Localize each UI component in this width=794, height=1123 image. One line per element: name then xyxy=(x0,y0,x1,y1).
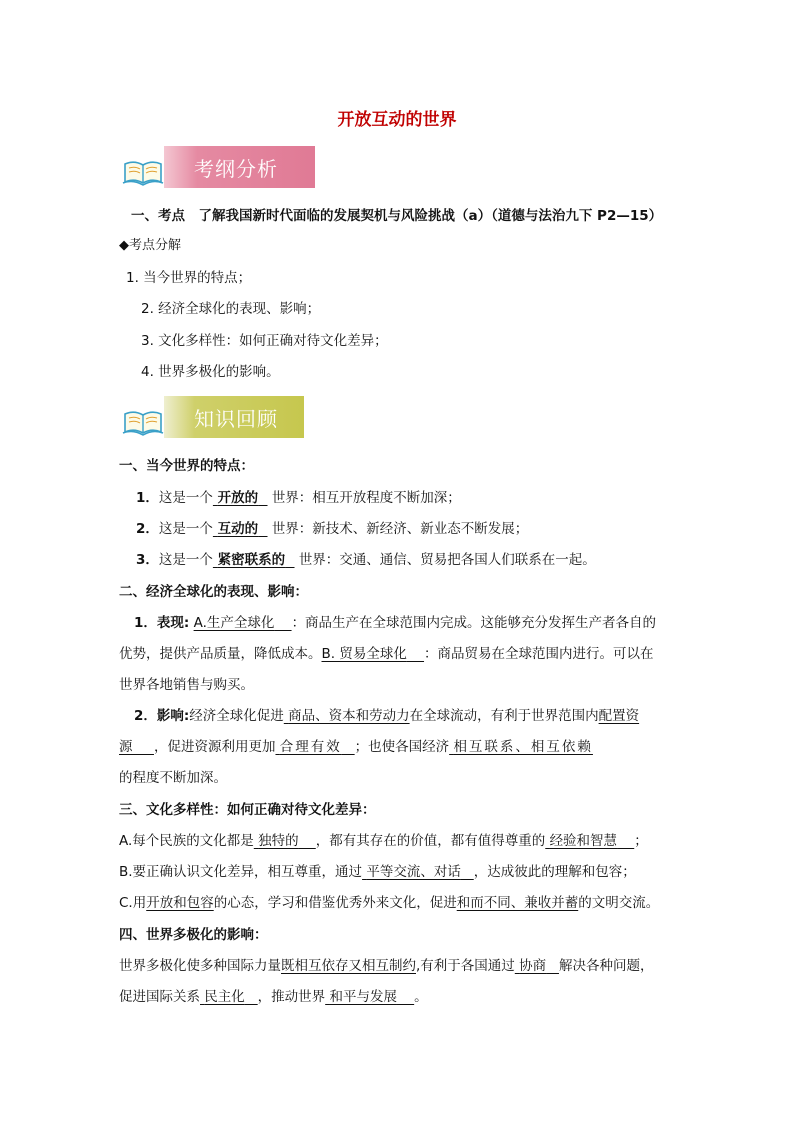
kaodian-heading: 一、考点 了解我国新时代面临的发展契机与风险挑战（a）（道德与法治九下 P2—15） xyxy=(131,208,663,224)
text: ，达成彼此的理解和包容； xyxy=(473,864,636,880)
text: 解决各种问题， xyxy=(558,958,654,974)
blank-answer: 商品、资本和劳动力 xyxy=(288,708,410,724)
blank-answer: 独特的 xyxy=(258,833,299,849)
text: 这是一个 xyxy=(158,490,213,506)
s2-p2-line-2 xyxy=(119,737,679,757)
fill-blank xyxy=(275,739,354,755)
text: C.用 xyxy=(119,895,147,911)
s2-p2-line-1 xyxy=(134,706,694,726)
s3-line-c xyxy=(119,893,679,913)
fill-blank xyxy=(254,833,316,849)
fill-blank xyxy=(119,739,154,755)
blank-answer: 开放和包容 xyxy=(146,895,214,911)
fill-blank xyxy=(213,552,295,568)
blank-answer: 合理有效 xyxy=(279,739,342,755)
text: 这是一个 xyxy=(158,552,213,568)
section1-heading: 一、当今世界的特点： xyxy=(119,458,254,474)
text: ，推动世界 xyxy=(257,989,326,1005)
text: 世界：交通、通信、贸易把各国人们联系在一起。 xyxy=(298,552,596,568)
text: 优势，提供产品质量，降低成本。 xyxy=(119,646,322,662)
s4-line-1 xyxy=(119,956,679,976)
s3-line-b xyxy=(119,862,679,882)
text: ：商品生产在全球范围内完成。这能够充分发挥生产者各自的 xyxy=(291,615,657,631)
s4-line-2 xyxy=(119,987,679,1007)
s2-p2-line-3: 的程度不断加深。 xyxy=(119,770,227,786)
blank-answer: 和而不同、兼收并蓄 xyxy=(456,895,579,911)
blank-answer: B. 贸易全球化 xyxy=(321,646,407,662)
blank-answer: 民主化 xyxy=(204,989,245,1005)
kaodian-item: 4. 世界多极化的影响。 xyxy=(141,364,280,380)
blank-answer: 源 xyxy=(119,739,133,755)
kaodian-item: 1. 当今世界的特点； xyxy=(126,270,252,286)
kaodian-fenjie-label: ◆考点分解 xyxy=(119,238,181,253)
banner-label: 考纲分析 xyxy=(164,146,315,188)
text: ，促进资源利用更加 xyxy=(153,739,276,755)
section-banner-kaogang xyxy=(120,146,315,190)
blank-answer: 相互联系、相互依赖 xyxy=(453,739,593,755)
s3-line-a xyxy=(119,831,679,851)
s1-line-2 xyxy=(136,519,696,539)
text: B.要正确认识文化差异，相互尊重，通过 xyxy=(119,864,363,880)
text: 。 xyxy=(414,989,428,1005)
blank-answer: 互动的 xyxy=(217,521,259,537)
item-number: 2． xyxy=(136,521,159,537)
fill-blank xyxy=(213,521,268,537)
fill-blank xyxy=(362,864,474,880)
text: 这是一个 xyxy=(158,521,213,537)
fill-blank xyxy=(322,646,425,662)
text: ：商品贸易在全球范围内进行。可以在 xyxy=(424,646,654,662)
blank-answer: 协商 xyxy=(519,958,547,974)
text: ，都有其存在的价值，都有值得尊重的 xyxy=(315,833,546,849)
fill-blank xyxy=(599,708,640,724)
item-label: 1．表现: xyxy=(134,615,190,631)
section2-heading: 二、经济全球化的表现、影响： xyxy=(119,584,308,600)
fill-blank xyxy=(281,958,416,974)
text: 的心态，学习和借鉴优秀外来文化，促进 xyxy=(213,895,457,911)
text: ,有利于各国通过 xyxy=(416,958,515,974)
fill-blank xyxy=(194,615,292,631)
text: ；也使各国经济 xyxy=(354,739,450,755)
page-title: 开放互动的世界 xyxy=(337,110,457,130)
fill-blank xyxy=(515,958,559,974)
open-book-icon xyxy=(122,406,164,436)
section4-heading: 四、世界多极化的影响： xyxy=(119,927,268,943)
open-book-icon xyxy=(122,156,164,186)
text: 经济全球化促进 xyxy=(189,708,284,724)
kaodian-item: 3. 文化多样性：如何正确对待文化差异； xyxy=(141,333,388,349)
section-banner-zhishi xyxy=(120,396,304,440)
s1-line-3 xyxy=(136,550,696,570)
text: A.每个民族的文化都是 xyxy=(119,833,254,849)
blank-answer: A.生产全球化 xyxy=(193,615,275,631)
text: ； xyxy=(634,833,648,849)
text: 世界：新技术、新经济、新业态不断发展； xyxy=(271,521,529,537)
fill-blank xyxy=(213,490,268,506)
text: 在全球流动，有利于世界范围内 xyxy=(409,708,599,724)
fill-blank xyxy=(325,989,414,1005)
text: 世界多极化使多种国际力量 xyxy=(119,958,281,974)
blank-answer: 和平与发展 xyxy=(329,989,397,1005)
s2-p1-line-3: 世界各地销售与购买。 xyxy=(119,677,254,693)
fill-blank xyxy=(284,708,410,724)
s2-p1-line-1 xyxy=(134,613,694,633)
fill-blank xyxy=(449,739,593,755)
text: 促进国际关系 xyxy=(119,989,200,1005)
section3-heading: 三、文化多样性：如何正确对待文化差异： xyxy=(119,802,376,818)
fill-blank xyxy=(200,989,258,1005)
blank-answer: 配置资 xyxy=(598,708,640,724)
blank-answer: 经验和智慧 xyxy=(549,833,618,849)
item-label: 2．影响: xyxy=(134,708,190,724)
kaodian-item: 2. 经济全球化的表现、影响； xyxy=(141,301,321,317)
fill-blank xyxy=(545,833,634,849)
s2-p1-line-2 xyxy=(119,644,679,664)
blank-answer: 紧密联系的 xyxy=(217,552,286,568)
text: 世界：相互开放程度不断加深； xyxy=(271,490,461,506)
blank-answer: 开放的 xyxy=(217,490,259,506)
fill-blank xyxy=(146,895,214,911)
s1-line-1 xyxy=(136,488,696,508)
blank-answer: 平等交流、对话 xyxy=(366,864,461,880)
banner-label: 知识回顾 xyxy=(164,396,304,438)
text: 的文明交流。 xyxy=(578,895,660,911)
blank-answer: 既相互依存又相互制约 xyxy=(281,958,416,974)
item-number: 1． xyxy=(136,490,159,506)
item-number: 3． xyxy=(136,552,159,568)
fill-blank xyxy=(457,895,579,911)
